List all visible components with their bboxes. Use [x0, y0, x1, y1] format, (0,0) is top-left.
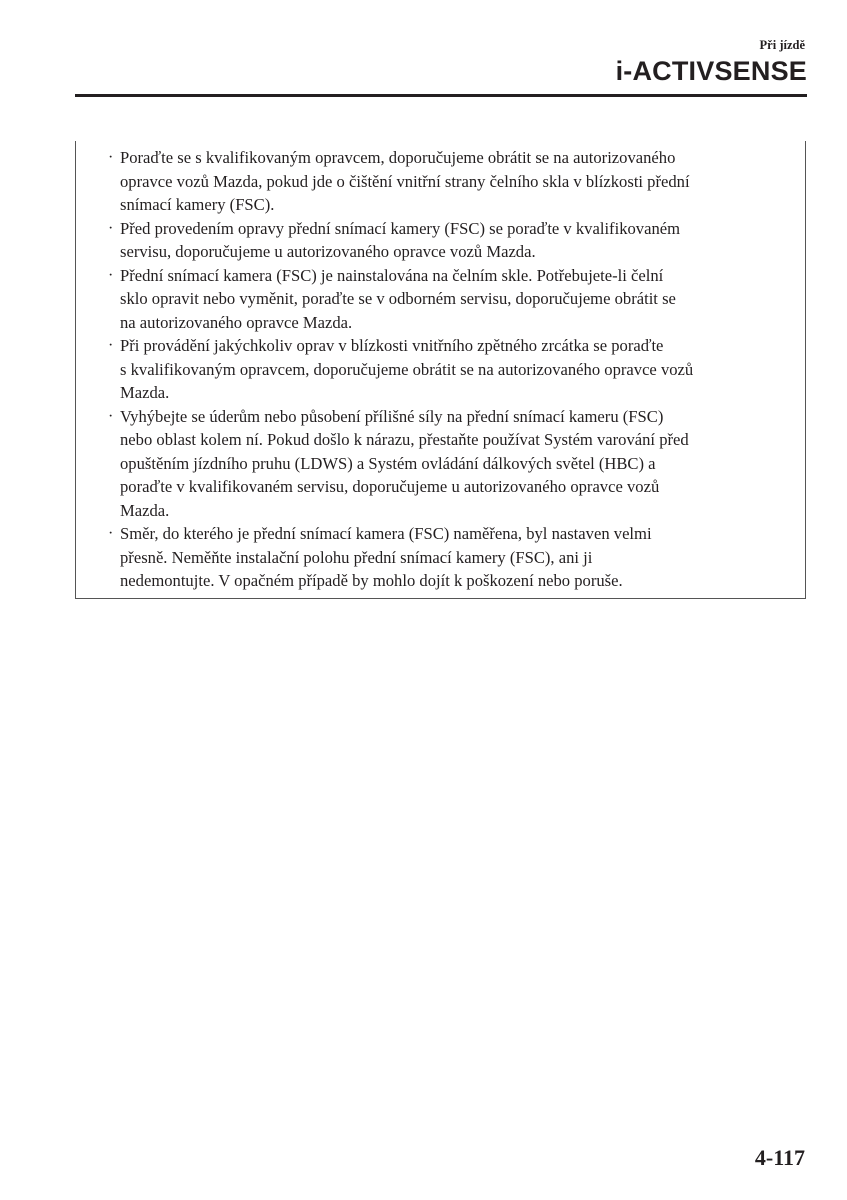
item-line: na autorizovaného opravce Mazda.: [120, 312, 353, 332]
item-line: přesně. Neměňte instalační polohu přední snímací kamery (FSC), ani ji: [120, 547, 593, 567]
item-line: s kvalifikovaným opravcem, doporučujeme obrátit se na autorizovaného opravce vozů: [120, 359, 694, 379]
list-item: [108, 405, 799, 523]
header-divider: [75, 94, 807, 97]
bullet-icon: ·: [108, 266, 114, 284]
list-item: [108, 264, 799, 335]
chapter-title: i-ACTIVSENSE: [615, 56, 807, 86]
item-line: sklo opravit nebo vyměnit, poraďte se v odborném servisu, doporučujeme obrátit se: [120, 289, 676, 308]
item-line: Před provedením opravy přední snímací kamery (FSC) se poraďte v kvalifikovaném: [120, 218, 681, 238]
item-line: Při provádění jakýchkoliv oprav v blízkosti vnitřního zpětného zrcátka se poraďte: [120, 336, 664, 355]
item-line: opuštěním jízdního pruhu (LDWS) a Systém ovládání dálkových světel (HBC) a: [120, 453, 656, 473]
bullet-icon: ·: [108, 525, 114, 542]
list-item: [108, 334, 799, 405]
item-line: Přední snímací kamera (FSC) je nainstalována na čelním skle. Potřebujete-li čelní: [120, 265, 664, 285]
bullet-icon: ·: [108, 219, 114, 237]
bullet-icon: ·: [108, 337, 114, 354]
item-line: servisu, doporučujeme u autorizovaného opravce vozů Mazda.: [120, 242, 536, 261]
list-item: [108, 217, 799, 264]
caution-box: [75, 141, 806, 599]
item-line: poraďte v kvalifikovaném servisu, doporučujeme u autorizovaného opravce vozů: [120, 477, 660, 496]
item-line: opravce vozů Mazda, pokud jde o čištění vnitřní strany čelního skla v blízkosti přední: [120, 171, 690, 191]
item-line: Mazda.: [120, 500, 170, 520]
list-item: [108, 146, 799, 217]
item-line: Mazda.: [120, 383, 170, 402]
item-line: Směr, do kterého je přední snímací kamera (FSC) naměřena, byl nastaven velmi: [120, 524, 652, 543]
section-title: Při jízdě: [759, 38, 805, 52]
item-line: Vyhýbejte se úderům nebo působení přílišné síly na přední snímací kameru (FSC): [120, 406, 664, 426]
page-number: 4-117: [754, 1145, 805, 1170]
item-line: snímací kamery (FSC).: [120, 195, 275, 214]
item-line: nedemontujte. V opačném případě by mohlo dojít k poškození nebo poruše.: [120, 571, 623, 590]
bullet-icon: ·: [108, 407, 114, 425]
caution-list: [108, 146, 799, 593]
list-item: [108, 522, 799, 593]
item-line: Poraďte se s kvalifikovaným opravcem, doporučujeme obrátit se na autorizovaného: [120, 148, 676, 167]
item-line: nebo oblast kolem ní. Pokud došlo k nárazu, přestaňte používat Systém varování před: [120, 430, 689, 449]
bullet-icon: ·: [108, 149, 114, 166]
